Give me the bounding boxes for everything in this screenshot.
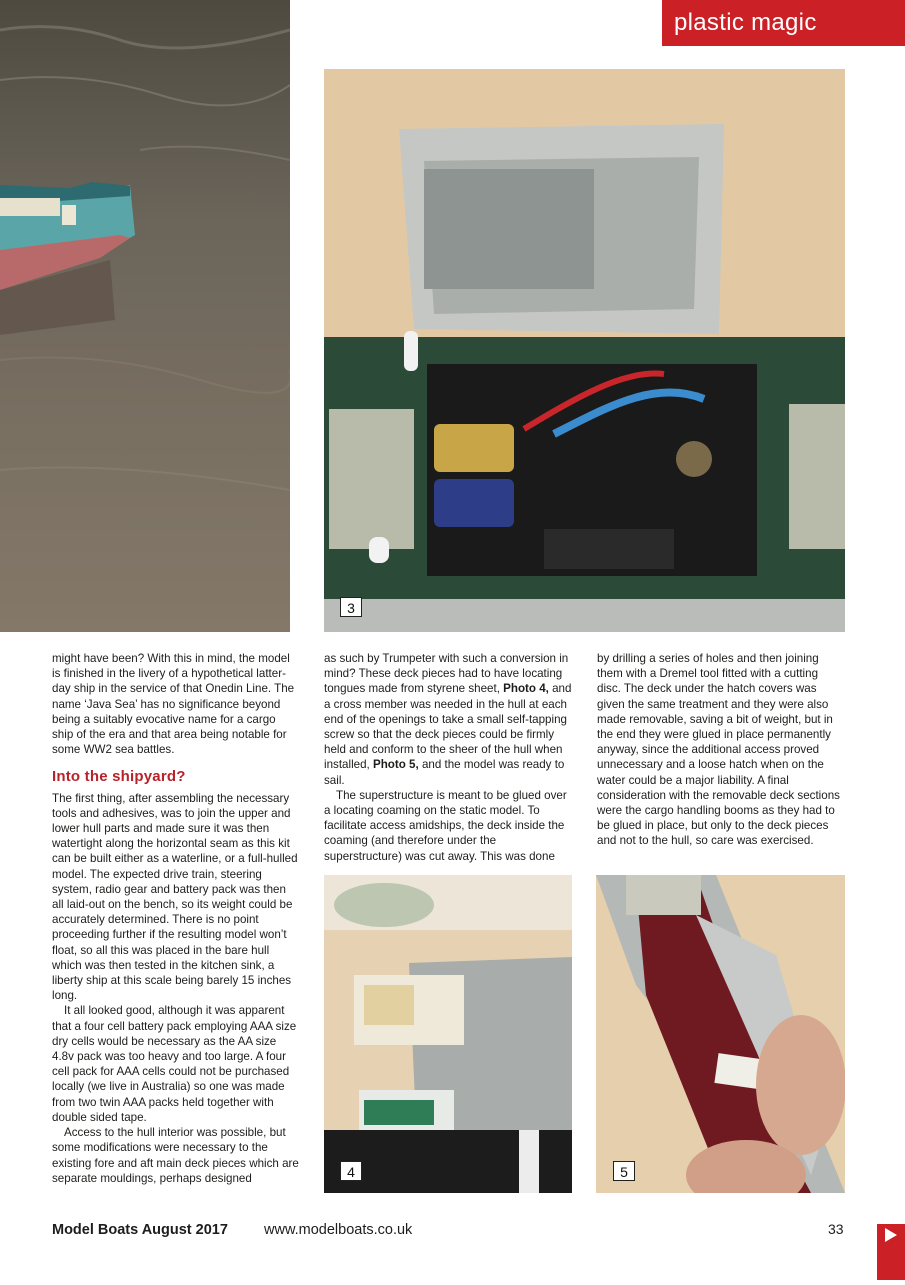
section-heading: Into the shipyard? [52,768,186,786]
article-column-3 [597,651,845,849]
section-title: plastic magic [662,0,905,46]
text-run: and the model was ready to sail. [324,758,565,787]
next-page-button[interactable] [877,1224,905,1280]
photo-5-reference: Photo 5, [372,758,419,772]
article-column-1 [52,651,300,1186]
footer-magazine-issue: Model Boats August 2017 [52,1222,228,1238]
paragraph: The superstructure is meant to be glued over a locating coaming on the static model. To facilitate access amidships, the deck inside the coaming (and therefore under the superstructure) was cut away. This was done [324,788,567,863]
text-run: and a cross member was needed in the hull at each end of the openings to take a small self-tapping screw so that the deck pieces could be firmly held and conform to the sheer of the hull when installed, [324,682,572,772]
photo-3-number: 3 [340,597,362,617]
arrow-right-icon [877,1224,905,1280]
paragraph: It all looked good, although it was apparent that a four cell battery pack employing AAA size dry cells would be necessary as the AA size 4.8v pack was too heavy and too large. A four cell pack for AAA cells could not be purchased locally (we live in Australia) so one was made from two twin AAA packs held together with double sided tape. [52,1004,297,1124]
photo-5-hull-cross-member [596,875,845,1193]
photo-4-number: 4 [340,1161,362,1181]
footer-website-link[interactable]: www.modelboats.co.uk [264,1222,413,1238]
article-column-2 [324,651,572,864]
paragraph: The first thing, after assembling the necessary tools and adhesives, was to join the upper and lower hull parts and made sure it was then watertight along the horizontal seam as this kit can be built either as a waterline, or a full-hulled model. The expected drive train, steering system, radio gear and battery pack was then all laid-out on the bench, so its weight could be accurately determined. There is no point proceeding further if the resulting model won’t float, so all this was placed in the bare hull which was then tested in the kitchen sink, a liberty ship at this scale being barely 15 inches long. [52,791,298,1003]
photo-model-ship-on-water [0,0,290,632]
photo-4-reference: Photo 4, [503,682,549,696]
text-run: as such by Trumpeter with such a conversion in mind? These deck pieces had to have locating tongues made from styrene sheet, [324,652,569,696]
page-number: 33 [828,1221,844,1237]
paragraph: might have been? With this in mind, the model is finished in the livery of a hypothetical latter-day ship in the service of that Onedin Line. The name ‘Java Sea’ has no significance beyond being a suitably evocative name for a cargo ship of the era and that area being notable for some WW2 sea battles. [52,652,295,757]
paragraph: by drilling a series of holes and then joining them with a Dremel tool fitted with a cutting disc. The deck under the hatch covers was given the same treatment and they were also made removable, saving a bit of weight, but in the end they were glued in place permanently anyway, since the additional access proved unnecessary and a loose hatch when on the water could be a major liability. A final consideration with the removable deck sections were the cargo handling booms as they had to be glued in place, but only to the deck pieces and not to the hull, so care was exercised. [597,652,840,848]
photo-3-battery-compartment [324,69,845,632]
photo-4-deck-tongues [324,875,572,1193]
paragraph: Access to the hull interior was possible, but some modifications were necessary to the existing fore and aft main deck pieces which are separate mouldings, perhaps designed [52,1126,299,1185]
photo-5-number: 5 [613,1161,635,1181]
paragraph [324,651,572,788]
